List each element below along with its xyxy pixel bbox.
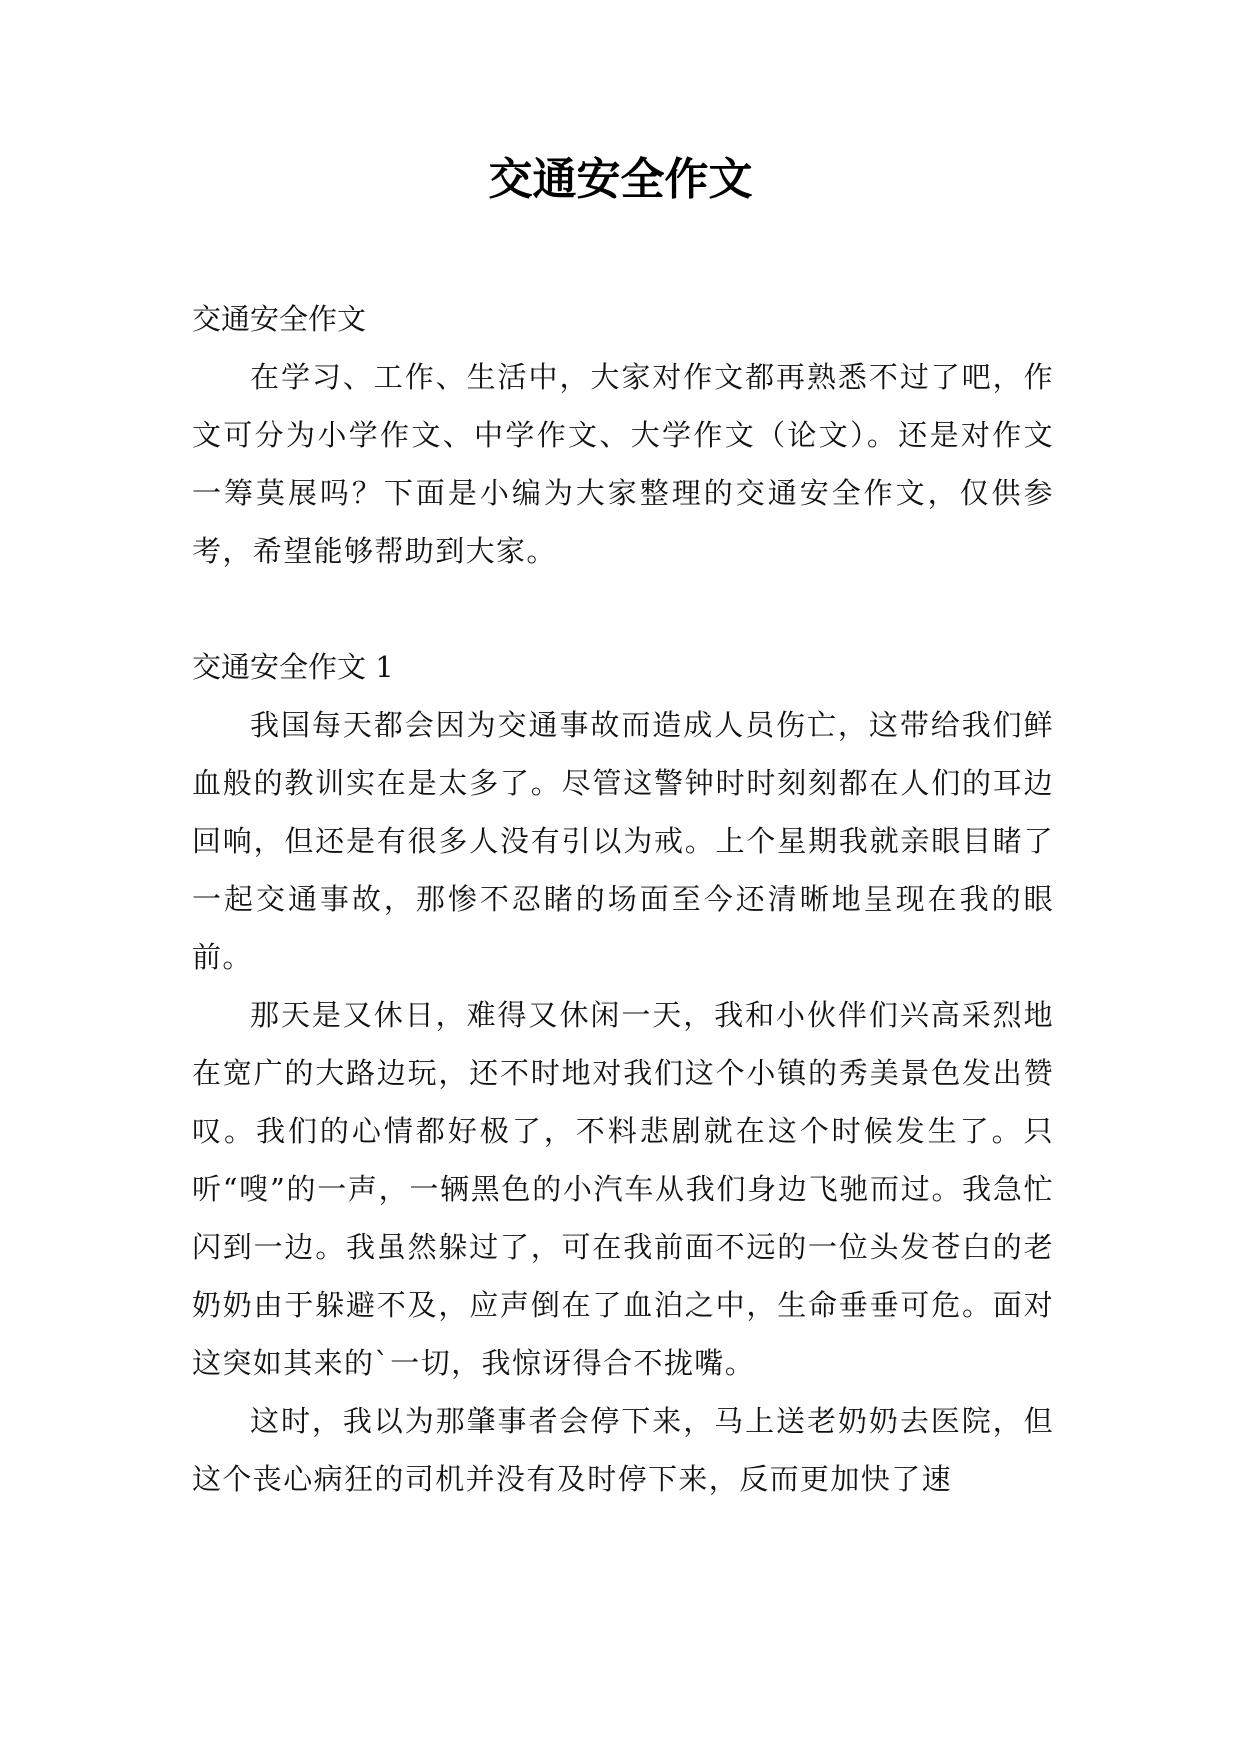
essay1-paragraph-2: 那天是又休日，难得又休闲一天，我和小伙伴们兴高采烈地在宽广的大路边玩，还不时地对我们这个小镇的秀美景色发出赞叹。我们的心情都好极了，不料悲剧就在这个时候发生了。只听“嗖”的一声，一辆黑色的小汽车从我们身边飞驰而过。我急忙闪到一边。我虽然躲过了，可在我前面不远的一位头发苍白的老奶奶由于躲避不及，应声倒在了血泊之中，生命垂垂可危。面对这突如其来的`一切，我惊讶得合不拢嘴。	[192, 998, 1054, 1380]
essay1-paragraph-3: 这时，我以为那肇事者会停下来，马上送老奶奶去医院，但这个丧心病狂的司机并没有及时停下来，反而更加快了速	[192, 1404, 1054, 1496]
essay1-heading: 交通安全作文 1	[192, 650, 394, 684]
intro-paragraph: 在学习、工作、生活中，大家对作文都再熟悉不过了吧，作文可分为小学作文、中学作文、大学作文（论文）。还是对作文一筹莫展吗？下面是小编为大家整理的交通安全作文，仅供参考，希望能够帮助到大家。	[192, 360, 1054, 568]
essay1-paragraph-1: 我国每天都会因为交通事故而造成人员伤亡，这带给我们鲜血般的教训实在是太多了。尽管这警钟时时刻刻都在人们的耳边回响，但还是有很多人没有引以为戒。上个星期我就亲眼目睹了一起交通事故，那惨不忍睹的场面至今还清晰地呈现在我的眼前。	[192, 708, 1054, 974]
document-title: 交通安全作文	[488, 154, 753, 205]
section-spacer	[192, 580, 1054, 638]
document-body	[192, 290, 1054, 1508]
intro-heading: 交通安全作文	[192, 302, 367, 336]
